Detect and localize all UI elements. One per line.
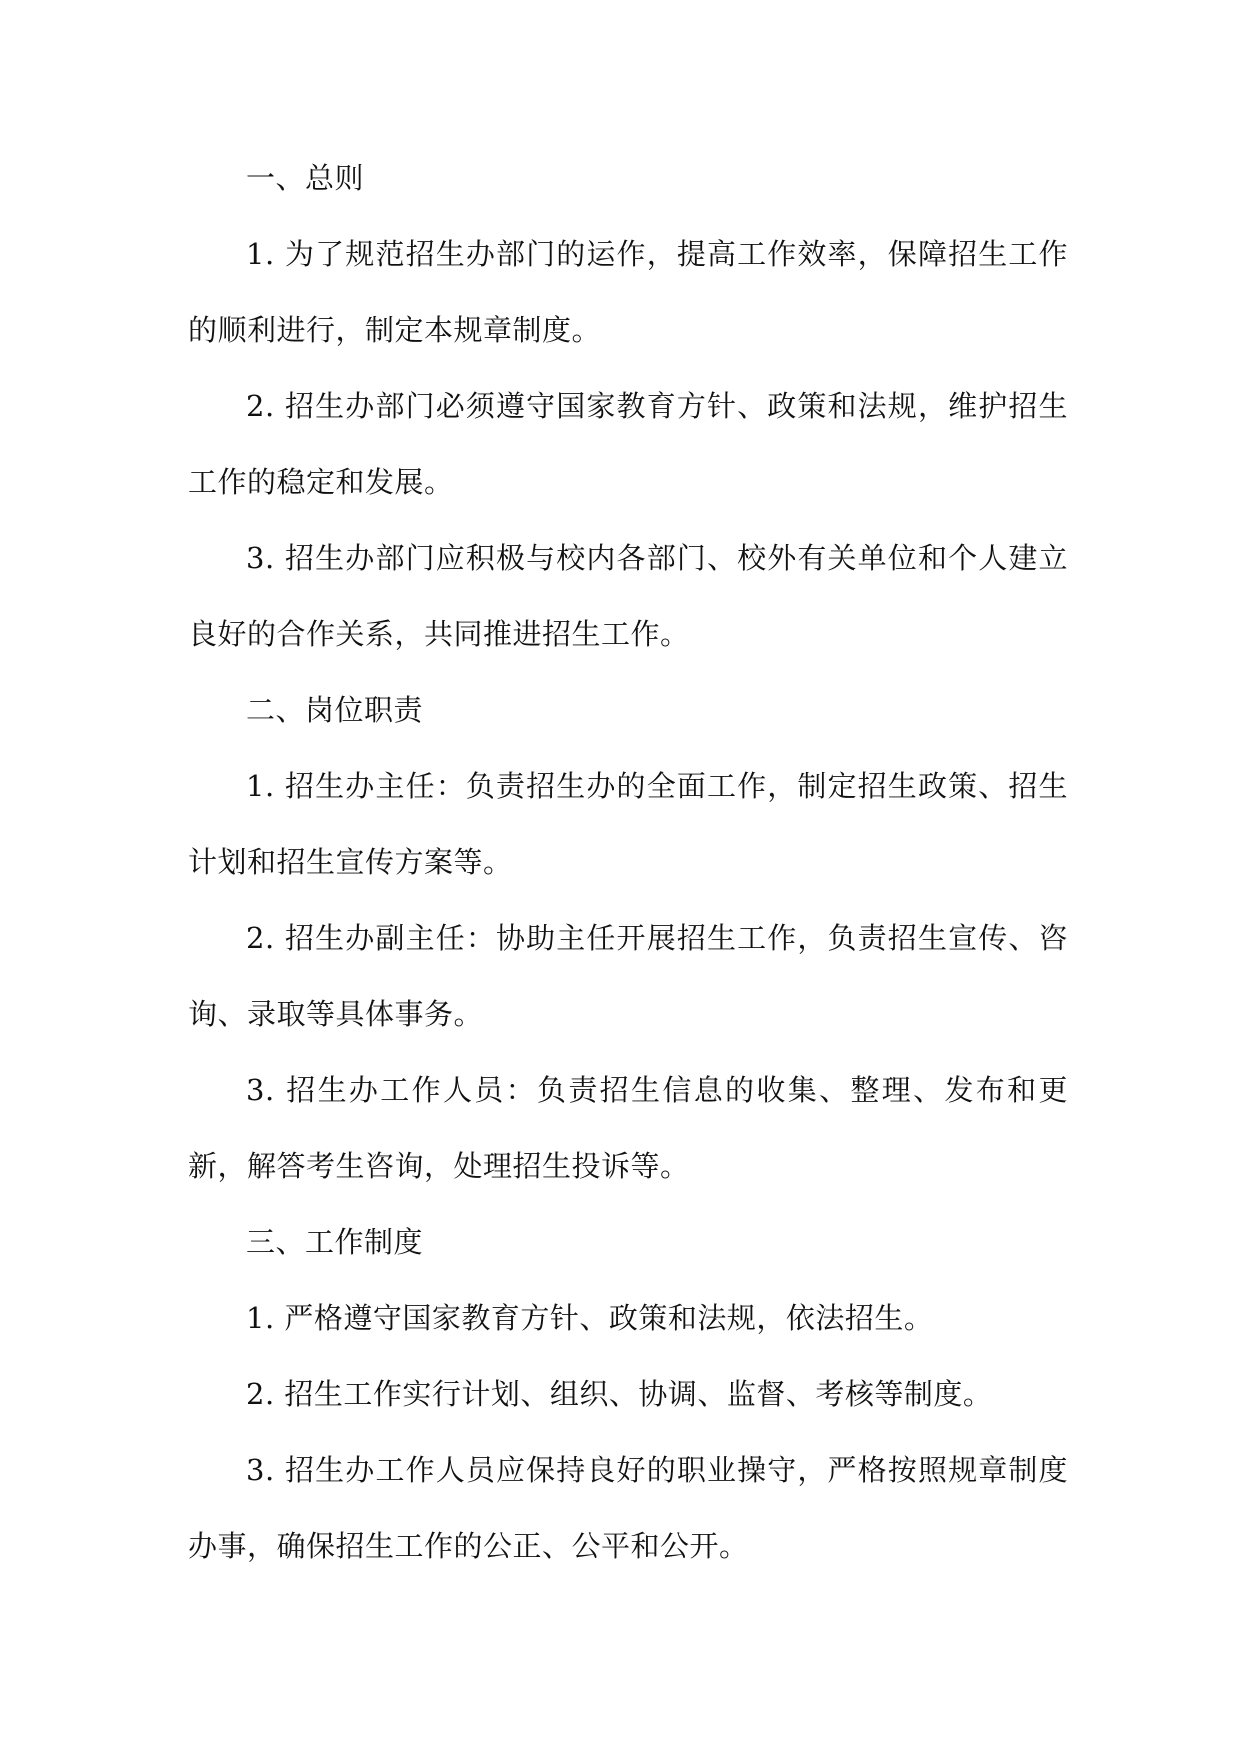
section-heading: 二、岗位职责	[246, 693, 424, 727]
paragraph: 1. 为了规范招生办部门的运作，提高工作效率，保障招生工作的顺利进行，制定本规章制度。	[188, 237, 1068, 347]
document-body	[188, 140, 1068, 1584]
paragraph: 2. 招生办部门必须遵守国家教育方针、政策和法规，维护招生工作的稳定和发展。	[188, 389, 1068, 499]
paragraph: 1. 招生办主任：负责招生办的全面工作，制定招生政策、招生计划和招生宣传方案等。	[188, 769, 1068, 879]
paragraph: 1. 严格遵守国家教育方针、政策和法规，依法招生。	[246, 1301, 934, 1335]
section-heading: 一、总则	[246, 161, 365, 195]
paragraph: 3. 招生办部门应积极与校内各部门、校外有关单位和个人建立良好的合作关系，共同推进招生工作。	[188, 541, 1068, 651]
paragraph: 3. 招生办工作人员：负责招生信息的收集、整理、发布和更新，解答考生咨询，处理招生投诉等。	[188, 1073, 1068, 1183]
paragraph: 2. 招生工作实行计划、组织、协调、监督、考核等制度。	[246, 1377, 993, 1411]
section-heading: 三、工作制度	[246, 1225, 424, 1259]
paragraph: 2. 招生办副主任：协助主任开展招生工作，负责招生宣传、咨询、录取等具体事务。	[188, 921, 1068, 1031]
paragraph: 3. 招生办工作人员应保持良好的职业操守，严格按照规章制度办事，确保招生工作的公正、公平和公开。	[188, 1453, 1068, 1563]
